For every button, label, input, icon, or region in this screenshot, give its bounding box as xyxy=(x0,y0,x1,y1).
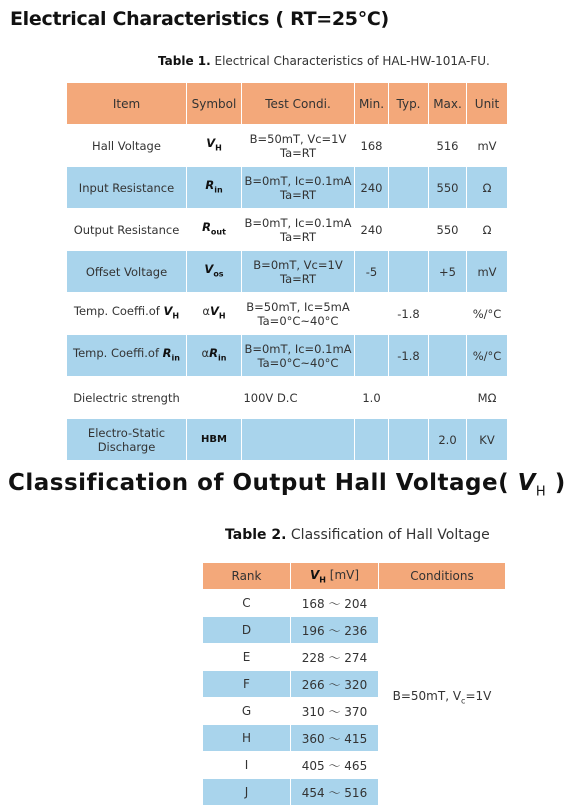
typ-cell: -1.8 xyxy=(389,293,428,334)
table1-caption xyxy=(158,54,490,68)
item-cell: Offset Voltage xyxy=(67,251,186,292)
max-cell: 550 xyxy=(429,209,466,250)
item-cell: Output Resistance xyxy=(67,209,186,250)
item-cell: Input Resistance xyxy=(67,167,186,208)
condition-cell: B=50mT, $V_c=1V$ xyxy=(379,590,505,805)
typ-cell: -1.8 xyxy=(389,335,428,376)
rank-cell: F xyxy=(203,671,290,697)
typ-cell xyxy=(389,167,428,208)
page-heading: Electrical Characteristics ( RT=25°C) xyxy=(10,8,389,30)
range-cell: 405 ～ 465 xyxy=(291,752,378,778)
min-cell xyxy=(355,293,388,334)
table2-caption-label: Table 2. xyxy=(225,527,287,543)
table-row xyxy=(203,590,505,616)
condition-cell: B=50mT, Vc=1V Ta=RT xyxy=(242,125,354,166)
range-cell: 360 ～ 415 xyxy=(291,725,378,751)
hall-voltage-classification-table xyxy=(202,562,506,806)
item-cell: Dielectric strength xyxy=(67,377,186,418)
rank-cell: G xyxy=(203,698,290,724)
max-cell: +5 xyxy=(429,251,466,292)
col-header-conditions: Conditions xyxy=(379,563,505,589)
rank-cell: D xyxy=(203,617,290,643)
min-cell: 168 xyxy=(355,125,388,166)
item-cell: Temp. Coeffi.of $V_H$ xyxy=(67,293,186,334)
table2-header-row xyxy=(203,563,505,589)
table1-header-row xyxy=(67,83,507,124)
table-row xyxy=(67,335,507,376)
typ-cell xyxy=(389,125,428,166)
col-header-vh: $V_H$ [mV] xyxy=(291,563,378,589)
max-cell: 516 xyxy=(429,125,466,166)
unit-cell: %/°C xyxy=(467,293,507,334)
range-cell: 266 ～ 320 xyxy=(291,671,378,697)
range-cell: 228 ～ 274 xyxy=(291,644,378,670)
unit-cell: %/°C xyxy=(467,335,507,376)
col-header: Test Condi. xyxy=(242,83,354,124)
min-cell xyxy=(355,335,388,376)
range-cell: 168 ～ 204 xyxy=(291,590,378,616)
item-cell: Temp. Coeffi.of $R_{in}$ xyxy=(67,335,186,376)
condition-cell: B=50mT, Ic=5mA Ta=0°C~40°C xyxy=(242,293,354,334)
symbol-cell: HBM xyxy=(187,419,241,460)
table-row xyxy=(67,293,507,334)
table2-caption xyxy=(225,527,490,543)
typ-cell xyxy=(389,251,428,292)
symbol-cell: $R_{out}$ xyxy=(187,209,241,250)
merged-condition-cell: 100V D.C xyxy=(187,377,354,418)
min-cell xyxy=(355,419,388,460)
col-header-rank: Rank xyxy=(203,563,290,589)
table-row xyxy=(67,377,507,418)
range-cell: 310 ～ 370 xyxy=(291,698,378,724)
electrical-characteristics-table xyxy=(66,82,508,461)
condition-cell xyxy=(242,419,354,460)
rank-cell: I xyxy=(203,752,290,778)
max-cell: 550 xyxy=(429,167,466,208)
symbol-cell: $V_{os}$ xyxy=(187,251,241,292)
min-cell: 1.0 xyxy=(355,377,388,418)
col-header: Symbol xyxy=(187,83,241,124)
max-cell xyxy=(429,377,466,418)
symbol-cell: $R_{in}$ xyxy=(187,167,241,208)
col-header: Unit xyxy=(467,83,507,124)
typ-cell xyxy=(389,419,428,460)
symbol-cell: $\alpha V_H$ xyxy=(187,293,241,334)
unit-cell: KV xyxy=(467,419,507,460)
table-row xyxy=(67,167,507,208)
table1-caption-label: Table 1. xyxy=(158,54,211,68)
rank-cell: C xyxy=(203,590,290,616)
section-heading: Classification of Output Hall Voltage( $V_H$ ) xyxy=(8,470,566,500)
condition-cell: B=0mT, Vc=1V Ta=RT xyxy=(242,251,354,292)
symbol-cell: $V_H$ xyxy=(187,125,241,166)
unit-cell: MΩ xyxy=(467,377,507,418)
range-cell: 196 ～ 236 xyxy=(291,617,378,643)
item-cell: Electro-Static Discharge xyxy=(67,419,186,460)
unit-cell: Ω xyxy=(467,209,507,250)
col-header: Min. xyxy=(355,83,388,124)
max-cell: 2.0 xyxy=(429,419,466,460)
table-row xyxy=(67,125,507,166)
table-row xyxy=(67,419,507,460)
min-cell: 240 xyxy=(355,167,388,208)
col-header: Typ. xyxy=(389,83,428,124)
col-header: Max. xyxy=(429,83,466,124)
min-cell: -5 xyxy=(355,251,388,292)
rank-cell: E xyxy=(203,644,290,670)
max-cell xyxy=(429,335,466,376)
unit-cell: mV xyxy=(467,125,507,166)
table2-caption-text: Classification of Hall Voltage xyxy=(290,527,490,543)
condition-cell: B=0mT, Ic=0.1mA Ta=RT xyxy=(242,209,354,250)
typ-cell xyxy=(389,377,428,418)
condition-cell: B=0mT, Ic=0.1mA Ta=RT xyxy=(242,167,354,208)
range-cell: 454 ～ 516 xyxy=(291,779,378,805)
table1-caption-text: Electrical Characteristics of HAL-HW-101A-FU. xyxy=(214,54,490,68)
unit-cell: mV xyxy=(467,251,507,292)
table-row xyxy=(67,209,507,250)
table-row xyxy=(67,251,507,292)
rank-cell: H xyxy=(203,725,290,751)
max-cell xyxy=(429,293,466,334)
typ-cell xyxy=(389,209,428,250)
rank-cell: J xyxy=(203,779,290,805)
unit-cell: Ω xyxy=(467,167,507,208)
condition-cell: B=0mT, Ic=0.1mA Ta=0°C~40°C xyxy=(242,335,354,376)
symbol-cell: $\alpha R_{in}$ xyxy=(187,335,241,376)
col-header: Item xyxy=(67,83,186,124)
item-cell: Hall Voltage xyxy=(67,125,186,166)
min-cell: 240 xyxy=(355,209,388,250)
